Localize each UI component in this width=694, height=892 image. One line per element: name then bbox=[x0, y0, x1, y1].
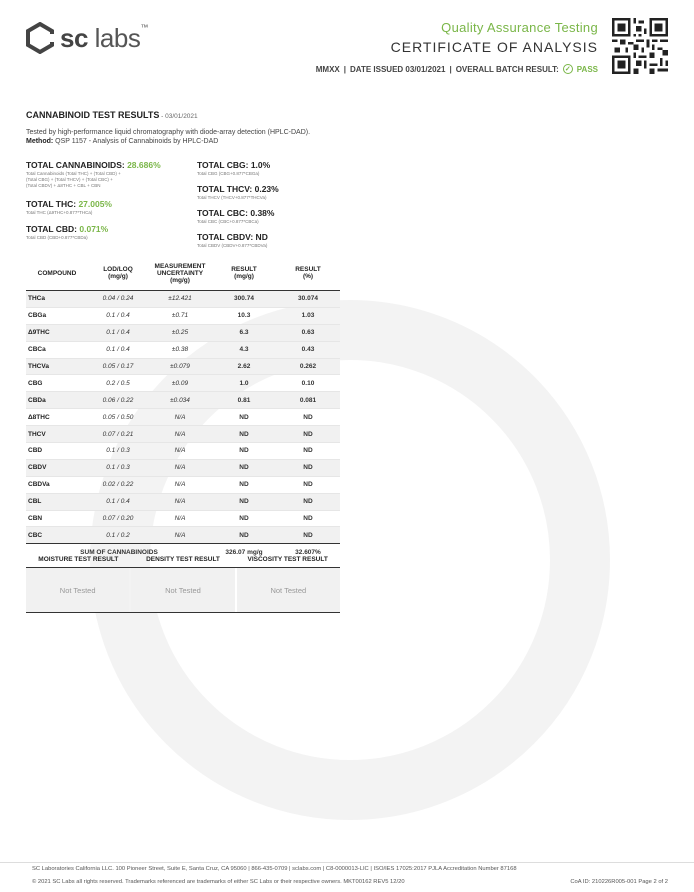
cell-uncertainty: ±0.71 bbox=[171, 312, 189, 320]
cell-result-pct: ND bbox=[276, 527, 340, 544]
table-header-row bbox=[26, 256, 340, 291]
cell-lod-loq: 0.2 / 0.5 bbox=[106, 379, 130, 387]
cell-compound: CBG bbox=[28, 379, 43, 387]
cell-lod-loq: 0.1 / 0.3 bbox=[88, 459, 148, 476]
total-cbc-formula: Total CBC (CBC+0.877*CBCa) bbox=[197, 219, 259, 224]
cell-lod-loq: 0.1 / 0.2 bbox=[88, 527, 148, 544]
total-thc-formula: Total THC (Δ9THC+0.877*THCa) bbox=[26, 210, 93, 215]
density-value: Not Tested bbox=[131, 568, 234, 612]
cell-result-mg: ND bbox=[212, 493, 276, 510]
overall-label: OVERALL BATCH RESULT: bbox=[455, 64, 559, 74]
qa-title: Quality Assurance Testing bbox=[441, 20, 598, 35]
table-row bbox=[26, 510, 340, 527]
footer-coa-id: CoA ID: 210226R005-001 Page 2 of 2 bbox=[570, 879, 668, 885]
cell-result-mg: 10.3 bbox=[237, 312, 251, 320]
cell-result-pct: ND bbox=[303, 515, 313, 523]
cell-lod-loq: 0.07 / 0.20 bbox=[102, 515, 134, 523]
table-row bbox=[26, 375, 340, 392]
table-row bbox=[26, 426, 340, 443]
cell-lod-loq: 0.1 / 0.4 bbox=[88, 493, 148, 510]
table-row bbox=[26, 392, 340, 409]
footer-copyright: © 2021 SC Labs all rights reserved. Trademarks referenced are trademarks of either SC Labs or their respective owners. MKT00162 REV5 12/20 bbox=[32, 879, 405, 885]
logo-text: sc labs™ bbox=[60, 22, 148, 53]
total-cbd-formula: Total CBD (CBD+0.877*CBDa) bbox=[26, 235, 88, 240]
cell-result-mg: ND bbox=[212, 459, 276, 476]
total-cannabinoids: TOTAL CANNABINOIDS: 28.686% bbox=[26, 160, 161, 170]
cannabinoid-results-table bbox=[26, 256, 340, 560]
date-issued: DATE ISSUED 03/01/2021 bbox=[349, 64, 446, 74]
cell-compound: CBC bbox=[26, 527, 88, 544]
cell-uncertainty: N/A bbox=[148, 527, 212, 544]
cell-compound: THCa bbox=[26, 291, 88, 308]
cell-compound: CBL bbox=[26, 493, 88, 510]
cell-result-mg: ND bbox=[239, 481, 249, 489]
cell-result-mg: 6.3 bbox=[212, 324, 276, 341]
cell-result-mg: 0.81 bbox=[212, 392, 276, 409]
cell-result-pct: 0.262 bbox=[276, 358, 340, 375]
total-cbc: TOTAL CBC: 0.38% bbox=[197, 208, 275, 218]
table-row bbox=[26, 341, 340, 358]
cell-result-mg: ND bbox=[212, 527, 276, 544]
cell-compound: CBGa bbox=[28, 312, 47, 320]
cell-result-pct: 0.63 bbox=[276, 324, 340, 341]
cell-result-pct: 0.081 bbox=[276, 392, 340, 409]
viscosity-label: VISCOSITY TEST RESULT bbox=[247, 556, 328, 563]
total-cannabinoids-formula: Total Cannabinoids (Total THC) + (Total CBD) + (Total CBG) + (Total THCV) + (Total CBC) + (Total CBDV) + Δ8THC + CBL + CBN bbox=[26, 171, 121, 188]
cell-result-mg: 4.3 bbox=[239, 346, 249, 354]
moisture-value: Not Tested bbox=[26, 568, 129, 612]
cell-uncertainty: N/A bbox=[174, 481, 186, 489]
cell-uncertainty: ±0.034 bbox=[148, 392, 212, 409]
cell-uncertainty: N/A bbox=[148, 459, 212, 476]
table-row bbox=[26, 409, 340, 426]
cell-result-pct: 1.03 bbox=[301, 312, 315, 320]
cell-result-pct: 30.074 bbox=[276, 291, 340, 308]
cell-result-mg: ND bbox=[239, 447, 249, 455]
cell-uncertainty: N/A bbox=[148, 426, 212, 443]
col-compound: COMPOUND bbox=[37, 269, 77, 277]
cell-uncertainty: ±12.421 bbox=[148, 291, 212, 308]
table-row bbox=[26, 476, 340, 493]
cell-lod-loq: 0.1 / 0.4 bbox=[106, 346, 130, 354]
cell-uncertainty: ±0.38 bbox=[171, 346, 189, 354]
cell-compound: CBCa bbox=[28, 346, 46, 354]
cell-lod-loq: 0.1 / 0.4 bbox=[106, 312, 130, 320]
batch-meta: MMXX | DATE ISSUED 03/01/2021 | OVERALL BATCH RESULT: ✓ PASS bbox=[315, 64, 598, 74]
sum-label: SUM OF CANNABINOIDS bbox=[26, 544, 212, 560]
total-cbdv: TOTAL CBDV: ND bbox=[197, 232, 268, 242]
cell-lod-loq: 0.04 / 0.24 bbox=[88, 291, 148, 308]
sc-labs-logo bbox=[26, 22, 148, 54]
total-thcv-formula: Total THCV (THCV+0.877*THCVa) bbox=[197, 195, 267, 200]
cell-result-mg: 300.74 bbox=[212, 291, 276, 308]
col-result-mg: RESULT (mg/g) bbox=[231, 266, 257, 280]
table-row bbox=[26, 307, 340, 324]
cell-uncertainty: N/A bbox=[174, 447, 186, 455]
cell-result-pct: ND bbox=[303, 481, 313, 489]
cell-result-pct: ND bbox=[303, 413, 313, 421]
cell-compound: CBDa bbox=[26, 392, 88, 409]
col-result-pct: RESULT (%) bbox=[295, 266, 321, 280]
cell-lod-loq: 0.07 / 0.21 bbox=[88, 426, 148, 443]
cell-result-mg: 1.0 bbox=[239, 379, 249, 387]
cell-result-pct: 0.10 bbox=[301, 379, 315, 387]
cell-compound: CBD bbox=[28, 447, 43, 455]
cell-uncertainty: ±0.25 bbox=[148, 324, 212, 341]
cell-lod-loq: 0.1 / 0.3 bbox=[106, 447, 130, 455]
cell-lod-loq: 0.06 / 0.22 bbox=[88, 392, 148, 409]
footer-divider bbox=[0, 862, 694, 863]
table-row bbox=[26, 459, 340, 476]
document-title: CERTIFICATE OF ANALYSIS bbox=[390, 39, 598, 55]
total-cbdv-formula: Total CBDV (CBDV+0.877*CBDVa) bbox=[197, 243, 268, 248]
cell-uncertainty: N/A bbox=[148, 493, 212, 510]
cell-compound: CBDV bbox=[26, 459, 88, 476]
cell-compound: THCVa bbox=[26, 358, 88, 375]
cell-lod-loq: 0.02 / 0.22 bbox=[102, 481, 134, 489]
cell-result-pct: ND bbox=[276, 426, 340, 443]
method-description: Tested by high-performance liquid chromatography with diode-array detection (HPLC-DAD). Method: QSP 1157 - Analysis of Cannabinoids by HPLC-DAD bbox=[26, 129, 311, 145]
cell-uncertainty: N/A bbox=[174, 515, 186, 523]
cell-uncertainty: N/A bbox=[174, 413, 186, 421]
total-thc: TOTAL THC: 27.005% bbox=[26, 199, 112, 209]
total-cbg: TOTAL CBG: 1.0% bbox=[197, 160, 271, 170]
table-row bbox=[26, 493, 340, 510]
cell-result-pct: ND bbox=[276, 493, 340, 510]
total-thcv: TOTAL THCV: 0.23% bbox=[197, 184, 279, 194]
footer-legal bbox=[32, 879, 668, 885]
cannabinoid-section-title: CANNABINOID TEST RESULTS - 03/01/2021 bbox=[26, 110, 198, 120]
cell-compound: Δ8THC bbox=[28, 413, 50, 421]
cell-lod-loq: 0.1 / 0.4 bbox=[88, 324, 148, 341]
cell-result-mg: 2.62 bbox=[212, 358, 276, 375]
cell-lod-loq: 0.05 / 0.17 bbox=[88, 358, 148, 375]
cell-uncertainty: ±0.079 bbox=[148, 358, 212, 375]
pass-check-icon: ✓ bbox=[563, 64, 573, 74]
viscosity-value: Not Tested bbox=[237, 568, 340, 612]
cell-result-pct: ND bbox=[303, 447, 313, 455]
footer-address: SC Laboratories California LLC. 100 Pioneer Street, Suite E, Santa Cruz, CA 95060 | 866-435-0709 | sclabs.com | C8-0000013-LIC | ISO/IES 17025:2017 PJLA Accreditation Number 87168 bbox=[32, 866, 517, 872]
qr-code-icon bbox=[612, 18, 668, 74]
total-cbg-formula: Total CBG (CBG+0.877*CBGa) bbox=[197, 171, 260, 176]
other-tests-header bbox=[26, 553, 340, 568]
cell-uncertainty: ±0.09 bbox=[171, 379, 189, 387]
cell-result-pct: ND bbox=[276, 459, 340, 476]
overall-result: PASS bbox=[576, 64, 598, 74]
cell-compound: Δ9THC bbox=[26, 324, 88, 341]
total-cbd: TOTAL CBD: 0.071% bbox=[26, 224, 109, 234]
table-row bbox=[26, 358, 340, 375]
table-row bbox=[26, 527, 340, 544]
cell-compound: CBDVa bbox=[28, 481, 50, 489]
cell-compound: THCV bbox=[26, 426, 88, 443]
other-tests bbox=[26, 553, 340, 613]
table-row bbox=[26, 324, 340, 341]
col-uncertainty: MEASUREMENT UNCERTAINTY (mg/g) bbox=[154, 262, 206, 284]
other-tests-values bbox=[26, 568, 340, 613]
cell-lod-loq: 0.05 / 0.50 bbox=[102, 413, 134, 421]
table-row bbox=[26, 291, 340, 308]
cell-result-mg: ND bbox=[212, 426, 276, 443]
product-name: MMXX bbox=[315, 64, 340, 74]
sum-mg: 326.07 mg/g bbox=[212, 544, 276, 560]
cell-result-mg: ND bbox=[239, 413, 249, 421]
col-lod-loq: LOD/LOQ (mg/g) bbox=[103, 266, 133, 280]
header-titles bbox=[391, 20, 598, 55]
cell-result-mg: ND bbox=[239, 515, 249, 523]
cell-compound: CBN bbox=[28, 515, 43, 523]
density-label: DENSITY TEST RESULT bbox=[146, 556, 220, 563]
moisture-label: MOISTURE TEST RESULT bbox=[38, 556, 119, 563]
cell-result-pct: 0.43 bbox=[301, 346, 315, 354]
sum-pct: 32.607% bbox=[276, 544, 340, 560]
table-row bbox=[26, 443, 340, 460]
sc-labs-logo-icon bbox=[26, 22, 54, 54]
